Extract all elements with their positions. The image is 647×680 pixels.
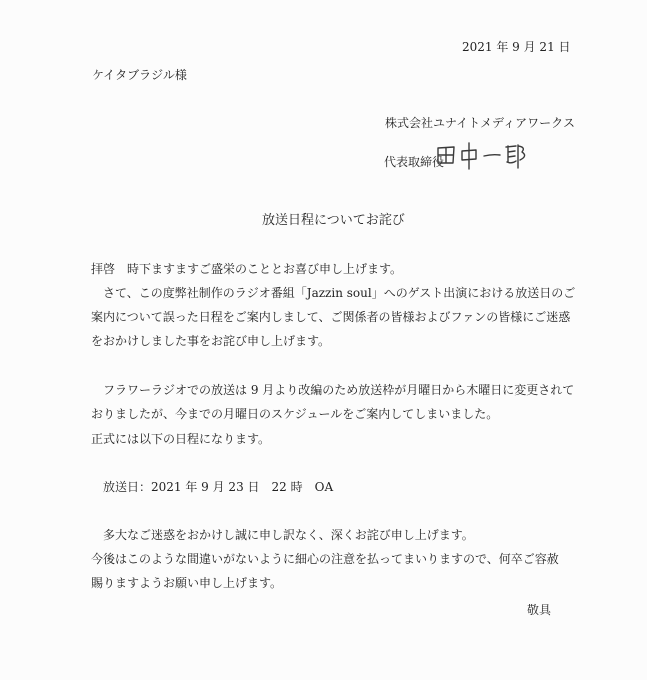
handwritten-signature <box>432 138 530 172</box>
company-name: 株式会社ユナイトメディアワークス <box>385 116 575 130</box>
body-line: フラワーラジオでの放送は 9 月より改編のため放送枠が月曜日から木曜日に変更されて <box>91 383 575 397</box>
broadcast-date-line: 放送日：2021 年 9 月 23 日 22 時 OA <box>91 480 334 494</box>
body-line: 賜りますようお願い申し上げます。 <box>91 576 283 590</box>
body-line: をおかけしました事をお詫び申し上げます。 <box>91 334 331 348</box>
representative-title: 代表取締役 <box>384 155 445 169</box>
document-title: 放送日程についてお詫び <box>262 213 405 228</box>
closing-word: 敬具 <box>527 603 552 617</box>
body-line: さて、この度弊社制作のラジオ番組「Jazzin soul」へのゲスト出演における放送日のご <box>91 286 576 300</box>
body-line: 正式には以下の日程になります。 <box>91 432 271 446</box>
body-line: 案内について誤った日程をご案内しまして、ご関係者の皆様およびファンの皆様にご迷惑 <box>91 310 571 324</box>
body-line: 多大なご迷惑をおかけし誠に申し訳なく、深くお詫び申し上げます。 <box>91 528 474 542</box>
body-line: 拝啓 時下ますますご盛栄のこととお喜び申し上げます。 <box>91 262 403 276</box>
recipient-name: ケイタブラジル様 <box>92 68 187 82</box>
body-line: おりましたが、今までの月曜日のスケジュールをご案内してしまいました。 <box>91 407 499 421</box>
body-line: 今後はこのような間違いがないように細心の注意を払ってまいりますので、何卒ご容赦 <box>91 552 559 566</box>
letter-date: 2021 年 9 月 21 日 <box>462 40 571 54</box>
